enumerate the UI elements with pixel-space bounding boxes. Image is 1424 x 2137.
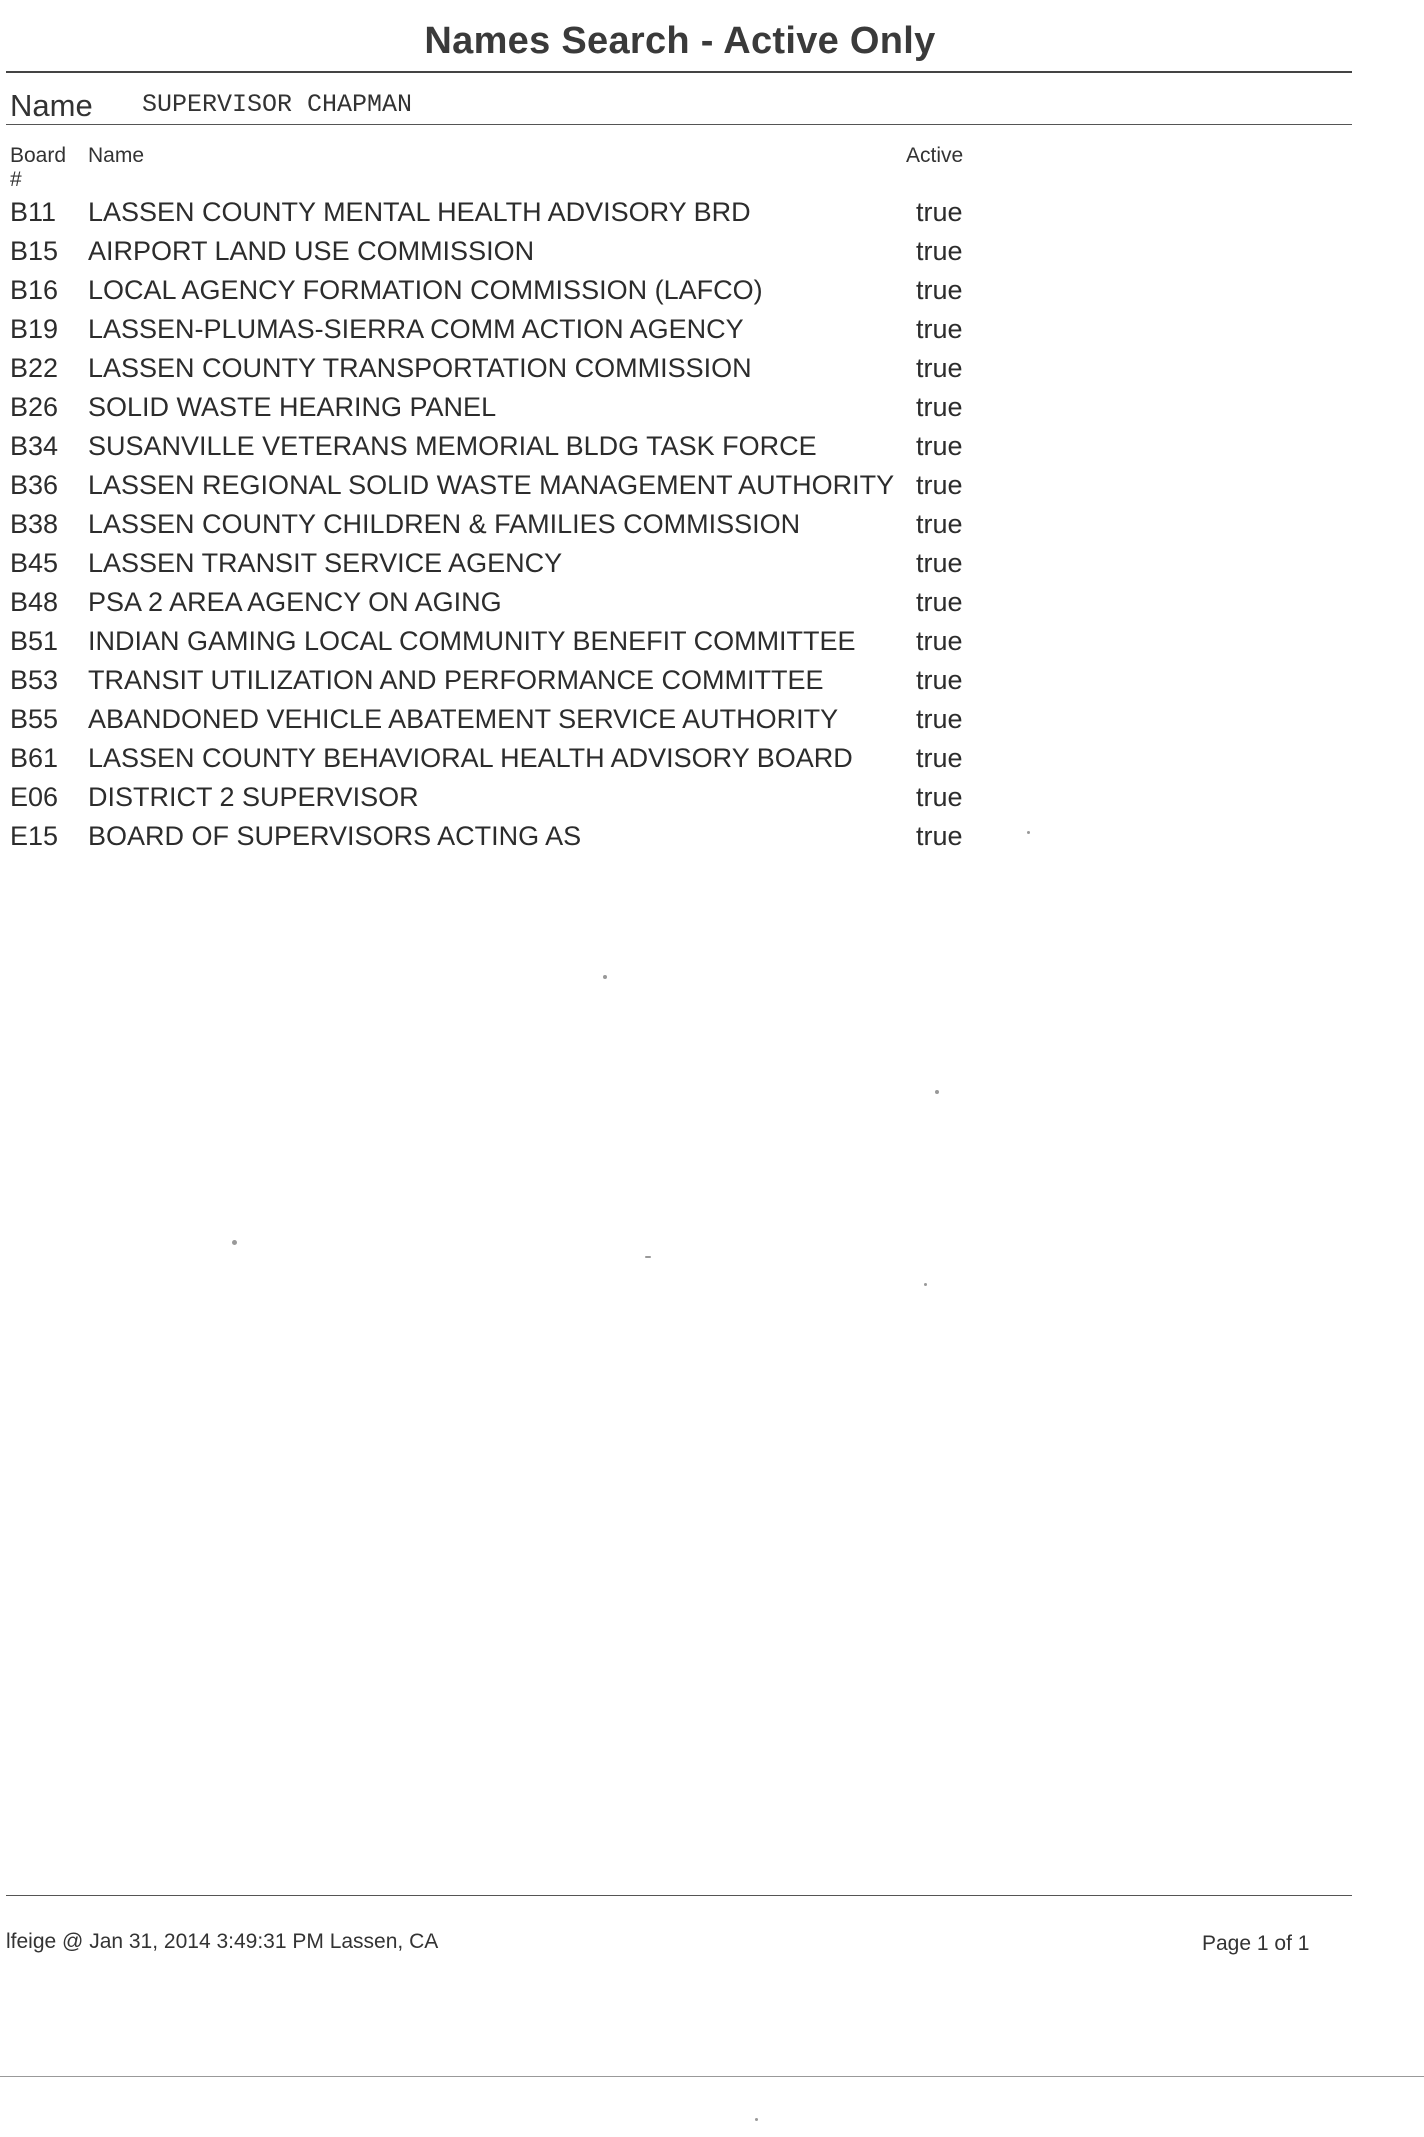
board-name: LASSEN COUNTY BEHAVIORAL HEALTH ADVISORY BOARD bbox=[88, 743, 853, 773]
table-row bbox=[0, 549, 1424, 588]
column-header-name: Name bbox=[88, 144, 145, 167]
active-status: true bbox=[916, 431, 963, 461]
table-row bbox=[0, 627, 1424, 666]
table-row bbox=[0, 471, 1424, 510]
search-value: SUPERVISOR CHAPMAN bbox=[142, 90, 413, 119]
board-number: B26 bbox=[10, 392, 59, 422]
active-status: true bbox=[916, 197, 963, 227]
board-name: LASSEN REGIONAL SOLID WASTE MANAGEMENT AUTHORITY bbox=[88, 470, 895, 500]
active-status: true bbox=[916, 392, 963, 422]
board-name: DISTRICT 2 SUPERVISOR bbox=[88, 782, 419, 812]
board-number: E15 bbox=[10, 821, 59, 851]
scan-speck bbox=[924, 1283, 927, 1286]
board-number: B11 bbox=[10, 197, 57, 227]
footer-rule bbox=[6, 1895, 1352, 1896]
active-status: true bbox=[916, 470, 963, 500]
board-number: B19 bbox=[10, 314, 59, 344]
board-number: B55 bbox=[10, 704, 59, 734]
page-title: Names Search - Active Only bbox=[424, 20, 936, 62]
table-row bbox=[0, 237, 1424, 276]
scan-speck bbox=[935, 1090, 939, 1094]
board-name: SUSANVILLE VETERANS MEMORIAL BLDG TASK FORCE bbox=[88, 431, 817, 461]
scan-speck bbox=[645, 1256, 651, 1258]
active-status: true bbox=[916, 821, 963, 851]
scan-speck bbox=[603, 975, 607, 979]
board-number: B48 bbox=[10, 587, 59, 617]
board-number: B34 bbox=[10, 431, 59, 461]
board-name: TRANSIT UTILIZATION AND PERFORMANCE COMMITTEE bbox=[88, 665, 824, 695]
footer-printed-by: lfeige @ Jan 31, 2014 3:49:31 PM Lassen, CA bbox=[6, 1930, 439, 1953]
scan-speck bbox=[755, 2118, 758, 2121]
table-row bbox=[0, 783, 1424, 822]
active-status: true bbox=[916, 236, 963, 266]
table-row bbox=[0, 393, 1424, 432]
board-name: LASSEN COUNTY MENTAL HEALTH ADVISORY BRD bbox=[88, 197, 751, 227]
board-name: PSA 2 AREA AGENCY ON AGING bbox=[88, 587, 502, 617]
table-row bbox=[0, 432, 1424, 471]
table-row bbox=[0, 198, 1424, 237]
search-label: Name bbox=[10, 88, 93, 123]
board-number: E06 bbox=[10, 782, 59, 812]
board-name: BOARD OF SUPERVISORS ACTING AS bbox=[88, 821, 582, 851]
footer-page-number: Page 1 of 1 bbox=[1202, 1932, 1310, 1955]
active-status: true bbox=[916, 509, 963, 539]
column-header-board: Board # bbox=[10, 144, 67, 191]
board-name: INDIAN GAMING LOCAL COMMUNITY BENEFIT COMMITTEE bbox=[88, 626, 856, 656]
active-status: true bbox=[916, 275, 963, 305]
board-number: B15 bbox=[10, 236, 59, 266]
results-list bbox=[0, 198, 1424, 861]
scan-speck bbox=[232, 1240, 237, 1245]
active-status: true bbox=[916, 548, 963, 578]
table-row bbox=[0, 705, 1424, 744]
board-name: SOLID WASTE HEARING PANEL bbox=[88, 392, 497, 422]
board-number: B22 bbox=[10, 353, 59, 383]
active-status: true bbox=[916, 743, 963, 773]
board-name: LASSEN-PLUMAS-SIERRA COMM ACTION AGENCY bbox=[88, 314, 744, 344]
board-number: B38 bbox=[10, 509, 59, 539]
board-name: LASSEN TRANSIT SERVICE AGENCY bbox=[88, 548, 563, 578]
table-row bbox=[0, 510, 1424, 549]
search-rule bbox=[6, 124, 1352, 125]
board-name: LOCAL AGENCY FORMATION COMMISSION (LAFCO) bbox=[88, 275, 763, 305]
column-header-active: Active bbox=[906, 144, 964, 167]
bottom-rule bbox=[0, 2076, 1424, 2077]
board-number: B36 bbox=[10, 470, 59, 500]
board-name: AIRPORT LAND USE COMMISSION bbox=[88, 236, 535, 266]
table-row bbox=[0, 315, 1424, 354]
table-row bbox=[0, 588, 1424, 627]
active-status: true bbox=[916, 314, 963, 344]
active-status: true bbox=[916, 704, 963, 734]
table-row bbox=[0, 276, 1424, 315]
title-rule bbox=[6, 71, 1352, 73]
active-status: true bbox=[916, 782, 963, 812]
board-name: LASSEN COUNTY CHILDREN & FAMILIES COMMISSION bbox=[88, 509, 801, 539]
board-name: ABANDONED VEHICLE ABATEMENT SERVICE AUTHORITY bbox=[88, 704, 839, 734]
board-number: B45 bbox=[10, 548, 59, 578]
table-row bbox=[0, 744, 1424, 783]
board-number: B16 bbox=[10, 275, 59, 305]
scan-speck bbox=[1027, 831, 1030, 834]
board-number: B61 bbox=[10, 743, 59, 773]
board-number: B53 bbox=[10, 665, 59, 695]
board-number: B51 bbox=[10, 626, 59, 656]
board-name: LASSEN COUNTY TRANSPORTATION COMMISSION bbox=[88, 353, 752, 383]
active-status: true bbox=[916, 587, 963, 617]
table-row bbox=[0, 354, 1424, 393]
table-row bbox=[0, 822, 1424, 861]
active-status: true bbox=[916, 665, 963, 695]
active-status: true bbox=[916, 353, 963, 383]
active-status: true bbox=[916, 626, 963, 656]
table-row bbox=[0, 666, 1424, 705]
